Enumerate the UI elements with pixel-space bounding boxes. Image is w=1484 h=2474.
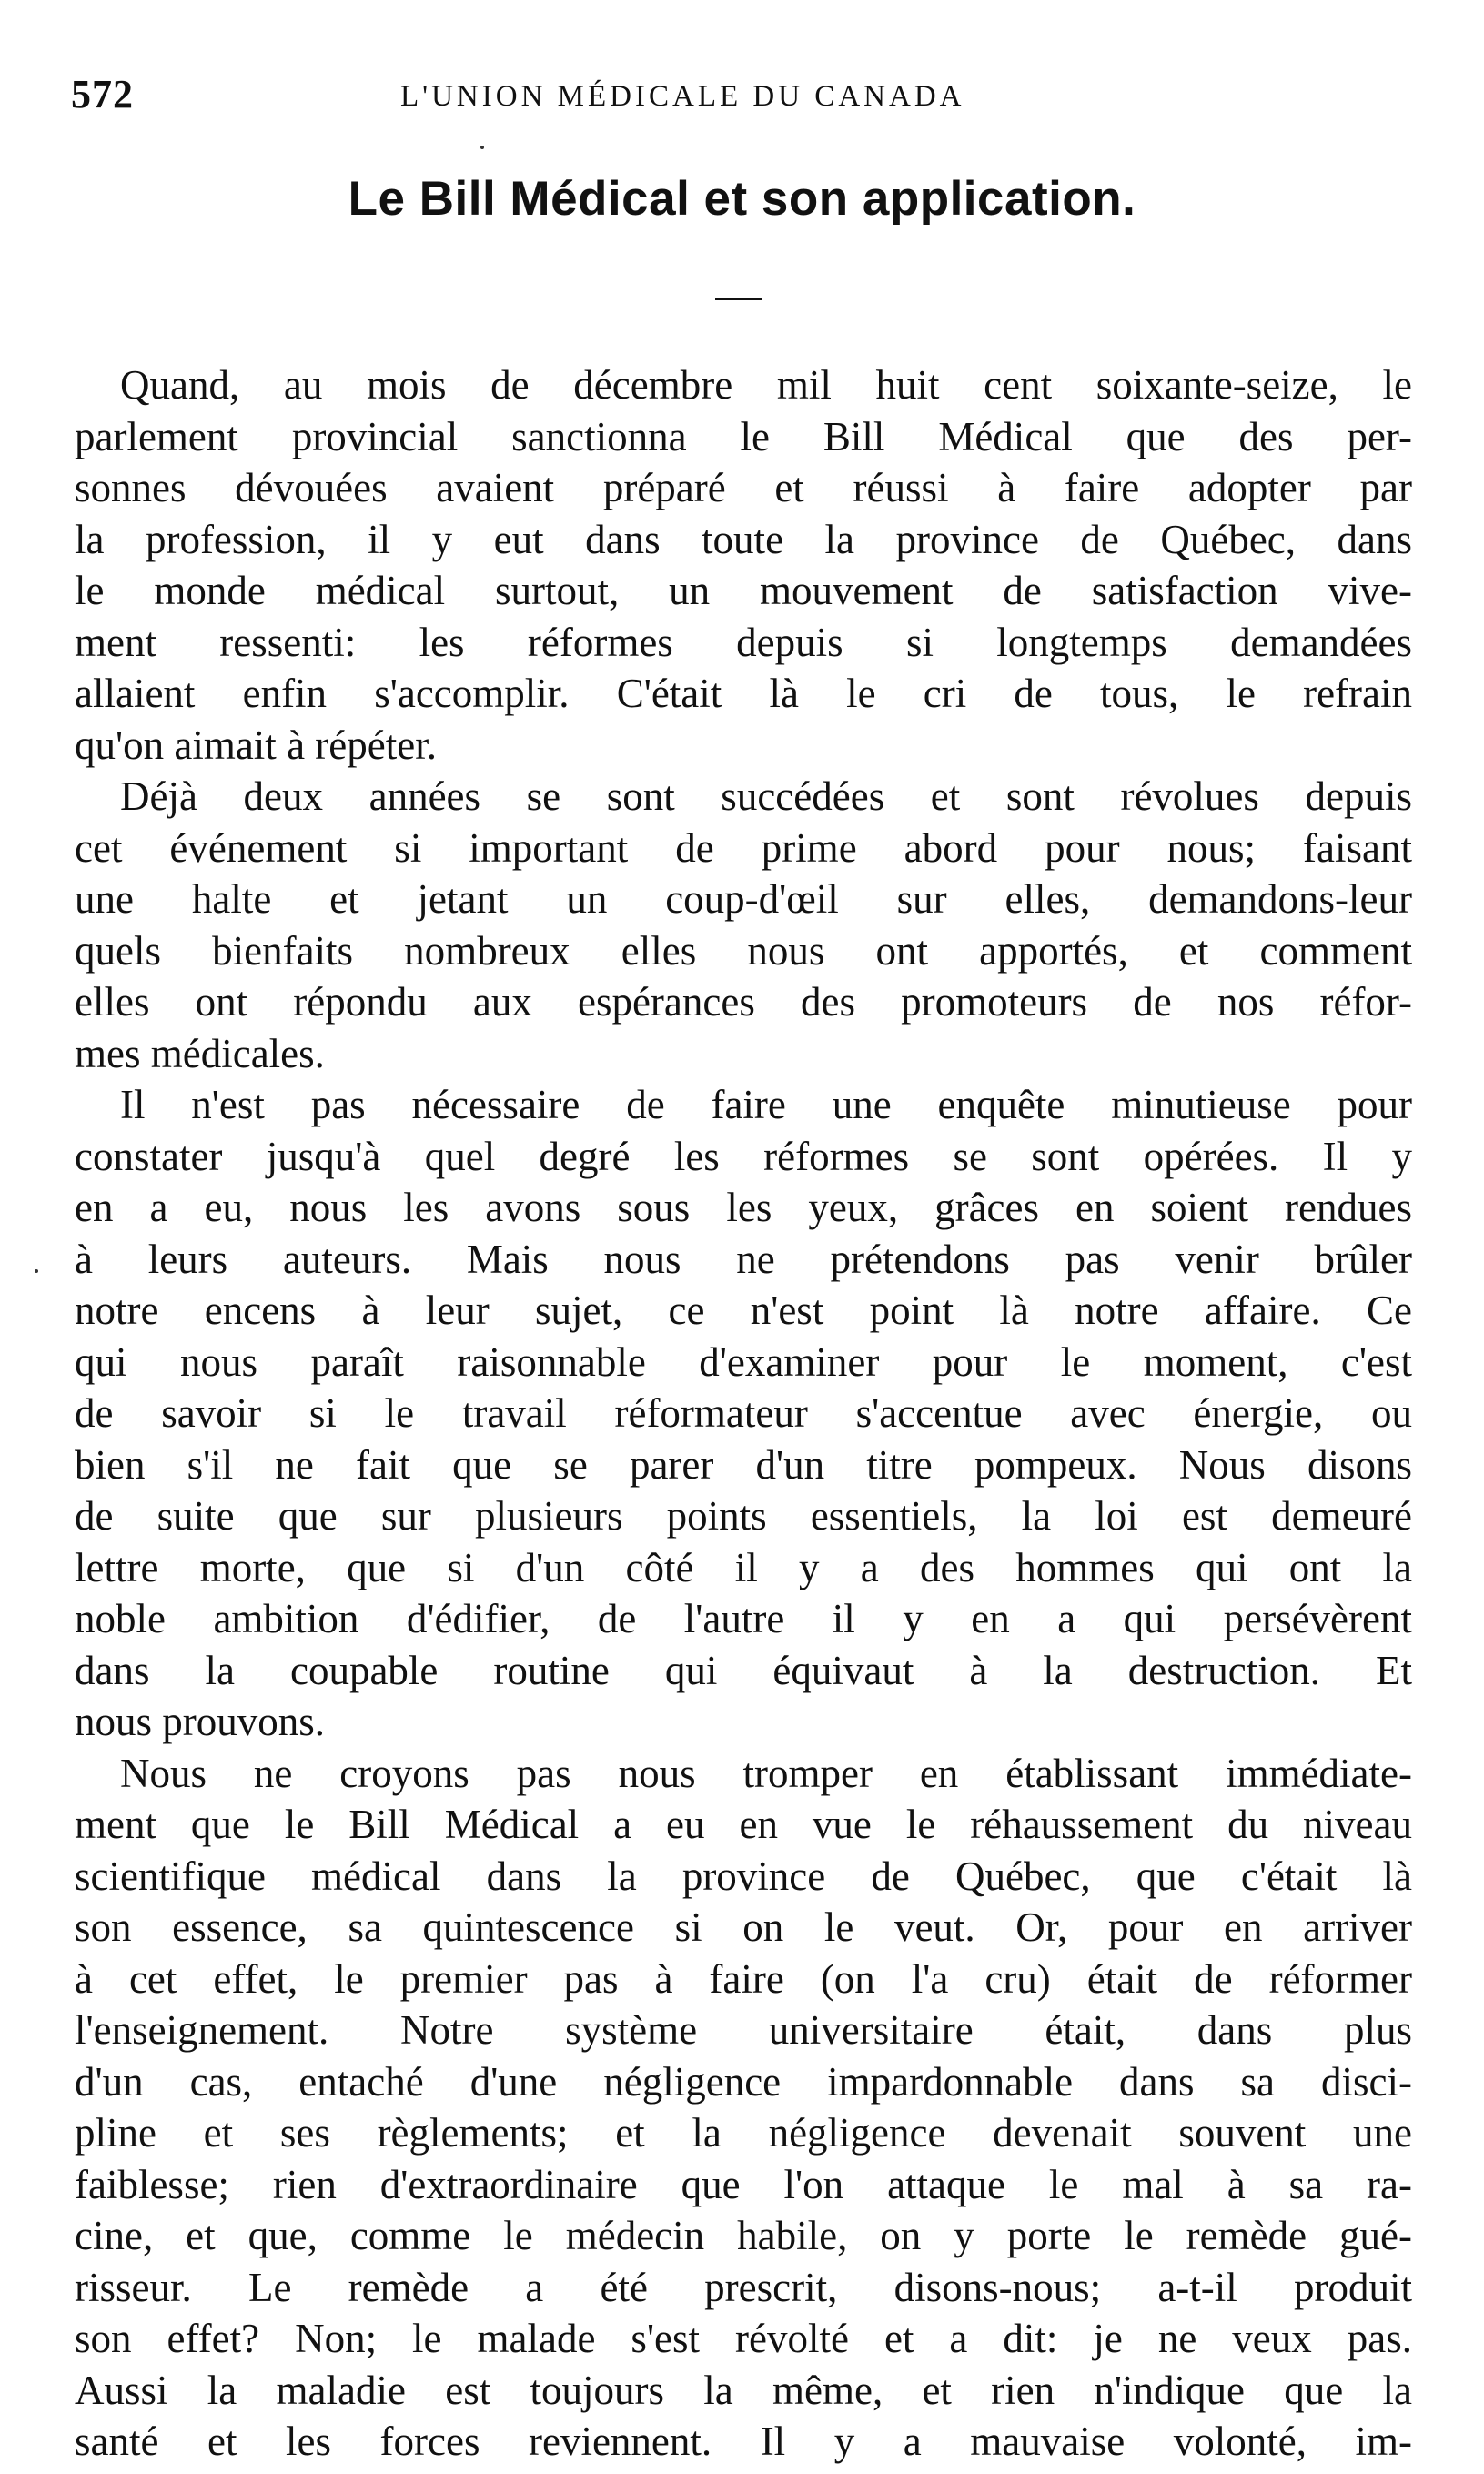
text-line: Nous ne croyons pas nous tromper en établissant immédiate- (120, 1750, 1412, 1796)
text-line: qui nous paraît raisonnable d'examiner pour le moment, c'est (75, 1338, 1412, 1385)
text-line: la profession, il y eut dans toute la province de Québec, dans (75, 516, 1412, 562)
text-line: à cet effet, le premier pas à faire (on l'a cru) était de réformer (75, 1955, 1412, 2002)
text-line: noble ambition d'édifier, de l'autre il y en a qui persévèrent (75, 1596, 1412, 1641)
text-line: le monde médical surtout, un mouvement de satisfaction vive- (75, 568, 1412, 613)
article-title: Le Bill Médical et son application. (348, 172, 1136, 226)
text-line: quels bienfaits nombreux elles nous ont apportés, et comment (75, 927, 1412, 974)
title-rule (715, 298, 762, 300)
text-line: de savoir si le travail réformateur s'accentue avec énergie, ou (75, 1390, 1412, 1436)
text-line: pline et ses règlements; et la négligence devenait souvent une (75, 2110, 1412, 2156)
text-line: allaient enfin s'accomplir. C'était là le cri de tous, le refrain (75, 671, 1412, 716)
journal-name: L'UNION MÉDICALE DU CANADA (400, 80, 965, 113)
text-line: cine, et que, comme le médecin habile, on y porte le remède gué- (75, 2213, 1412, 2258)
running-head (0, 71, 1484, 126)
text-line: mes médicales. (75, 1030, 325, 1076)
text-line: parlement provincial sanctionna le Bill Médical que des per- (75, 413, 1412, 459)
text-line: faiblesse; rien d'extraordinaire que l'on attaque le mal à sa ra- (75, 2161, 1412, 2207)
text-line: en a eu, nous les avons sous les yeux, grâces en soient rendues (75, 1185, 1412, 1230)
text-line: constater jusqu'à quel degré les réformes se sont opérées. Il y (75, 1133, 1412, 1179)
text-line: son effet? Non; le malade s'est révolté et a dit: je ne veux pas. (75, 2316, 1412, 2361)
text-line: nous prouvons. (75, 1699, 326, 1744)
text-line: scientifique médical dans la province de Québec, que c'était là (75, 1853, 1412, 1899)
text-line: d'un cas, entaché d'une négligence impardonnable dans sa disci- (75, 2058, 1412, 2105)
text-line: une halte et jetant un coup-d'œil sur elles, demandons-leur (75, 876, 1412, 922)
text-line: lettre morte, que si d'un côté il y a des hommes qui ont la (75, 1544, 1412, 1590)
text-line: sonnes dévouées avaient préparé et réussi à faire adopter par (75, 465, 1412, 510)
article-body (75, 359, 1412, 2468)
text-line: ment ressenti: les réformes depuis si longtemps demandées (75, 619, 1412, 665)
text-line: Il n'est pas nécessaire de faire une enquête minutieuse pour (120, 1082, 1412, 1127)
text-line: Aussi la maladie est toujours la même, et rien n'indique que la (75, 2367, 1412, 2413)
text-line: à leurs auteurs. Mais nous ne prétendons pas venir brûler (75, 1236, 1412, 1282)
text-line: Déjà deux années se sont succédées et sont révolues depuis (120, 773, 1412, 819)
text-line: bien s'il ne fait que se parer d'un titre pompeux. Nous disons (75, 1441, 1412, 1488)
text-line: ment que le Bill Médical a eu en vue le réhaussement du niveau (75, 1802, 1412, 1847)
text-line: son essence, sa quintescence si on le veut. Or, pour en arriver (75, 1904, 1412, 1950)
text-line: de suite que sur plusieurs points essentiels, la loi est demeuré (75, 1493, 1412, 1539)
print-speck (35, 1269, 38, 1273)
print-speck (480, 146, 484, 149)
text-line: risseur. Le remède a été prescrit, disons-nous; a-t-il produit (75, 2264, 1412, 2310)
text-line: cet événement si important de prime abord pour nous; faisant (75, 824, 1412, 871)
text-line: Quand, au mois de décembre mil huit cent soixante-seize, le (120, 362, 1412, 408)
page-number: 572 (71, 72, 134, 116)
text-line: qu'on aimait à répéter. (75, 722, 437, 768)
text-line: notre encens à leur sujet, ce n'est point là notre affaire. Ce (75, 1287, 1412, 1333)
text-line: dans la coupable routine qui équivaut à la destruction. Et (75, 1647, 1412, 1693)
text-line: santé et les forces reviennent. Il y a mauvaise volonté, im- (75, 2418, 1412, 2464)
text-line: elles ont répondu aux espérances des promoteurs de nos réfor- (75, 979, 1412, 1025)
text-line: l'enseignement. Notre système universitaire était, dans plus (75, 2007, 1412, 2053)
